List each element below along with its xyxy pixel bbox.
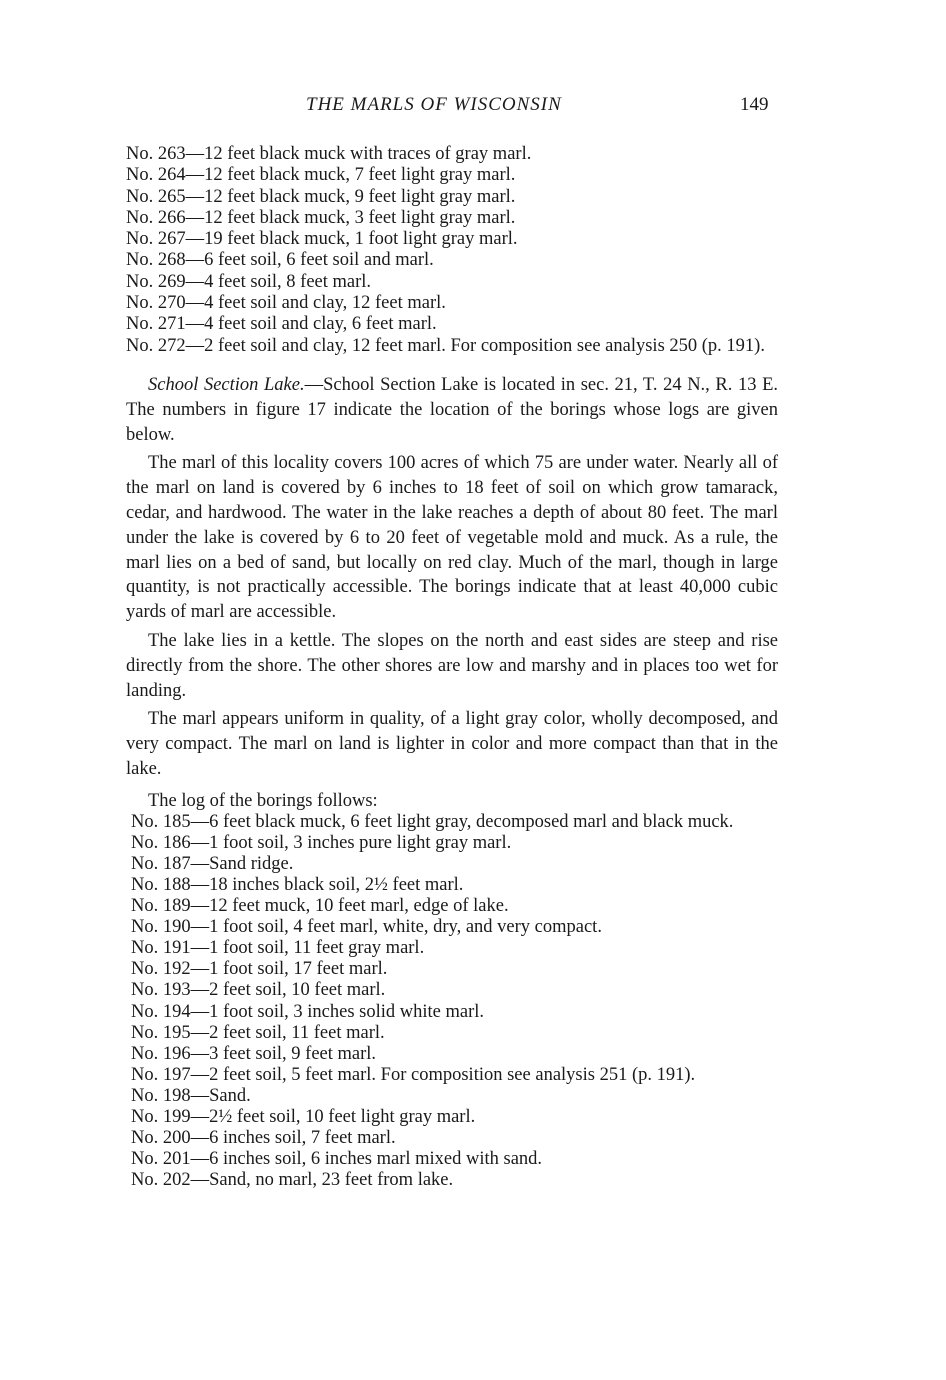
list-item: No. 201—6 inches soil, 6 inches marl mixed with sand. — [131, 1149, 543, 1170]
list-item: No. 194—1 foot soil, 3 inches solid white marl. — [131, 1001, 485, 1022]
list-item: No. 187—Sand ridge. — [131, 853, 294, 874]
list-item: No. 271—4 feet soil and clay, 6 feet marl. — [126, 314, 437, 335]
list-item: No. 185—6 feet black muck, 6 feet light gray, decomposed marl and black muck. — [131, 811, 734, 832]
list-item: No. 270—4 feet soil and clay, 12 feet marl. — [126, 293, 446, 314]
section-intro-text: —School Section Lake is located in sec. 21, T. 24 N., R. 13 E. The numbers in figure 17 indicate the location of the borings whose logs are given below. — [126, 374, 778, 445]
list-item: No. 188—18 inches black soil, 2½ feet marl. — [131, 875, 464, 895]
list-item: No. 272—2 feet soil and clay, 12 feet marl. For composition see analysis 250 (p. 191). — [126, 335, 765, 356]
boring-log-list-bottom — [131, 812, 778, 1192]
list-item: No. 197—2 feet soil, 5 feet marl. For composition see analysis 251 (p. 191). — [131, 1064, 696, 1085]
body-paragraph: The lake lies in a kettle. The slopes on the north and east sides are steep and rise directly from the shore. The other shores are low and marshy and in places too wet for landing. — [126, 630, 778, 701]
body-paragraph: The marl appears uniform in quality, of a light gray color, wholly decomposed, and very compact. The marl on land is lighter in color and more compact than that in the lake. — [126, 709, 778, 779]
list-item: No. 268—6 feet soil, 6 feet soil and marl. — [126, 250, 434, 271]
list-item: No. 202—Sand, no marl, 23 feet from lake. — [131, 1170, 454, 1191]
list-item: No. 191—1 foot soil, 11 feet gray marl. — [131, 938, 425, 959]
log-intro: The log of the borings follows: — [148, 790, 378, 811]
body-paragraph: The marl of this locality covers 100 acres of which 75 are under water. Nearly all of the marl on land is covered by 6 inches to 18 feet of soil on which grow tamarack, cedar, and hardwood. The water in the lake reaches a depth of about 80 feet. The marl under the lake is covered by 6 to 20 feet of vegetable mold and muck. As a rule, the marl lies on a bed of sand, but locally on red clay. Much of the marl, though in large quantity, is not practically accessible. The borings indicate that at least 40,000 cubic yards of marl are accessible. — [126, 453, 778, 623]
section-heading: School Section Lake. — [148, 374, 305, 395]
list-item: No. 195—2 feet soil, 11 feet marl. — [131, 1022, 385, 1043]
list-item: No. 264—12 feet black muck, 7 feet light gray marl. — [126, 165, 516, 186]
list-item: No. 199—2½ feet soil, 10 feet light gray marl. — [131, 1107, 476, 1128]
list-item: No. 192—1 foot soil, 17 feet marl. — [131, 959, 388, 980]
running-title: THE MARLS OF WISCONSIN — [306, 94, 562, 115]
list-item: No. 193—2 feet soil, 10 feet marl. — [131, 980, 386, 1001]
page-number: 149 — [740, 94, 769, 115]
list-item: No. 267—19 feet black muck, 1 foot light gray marl. — [126, 229, 518, 250]
list-item: No. 266—12 feet black muck, 3 feet light gray marl. — [126, 207, 516, 228]
body-text — [126, 144, 778, 1191]
list-item: No. 265—12 feet black muck, 9 feet light gray marl. — [126, 186, 516, 207]
list-item: No. 196—3 feet soil, 9 feet marl. — [131, 1043, 377, 1064]
list-item: No. 200—6 inches soil, 7 feet marl. — [131, 1128, 396, 1149]
list-item: No. 186—1 foot soil, 3 inches pure light gray marl. — [131, 832, 512, 853]
section-intro-paragraph — [126, 373, 778, 447]
list-item: No. 263—12 feet black muck with traces of gray marl. — [126, 144, 532, 164]
list-item: No. 198—Sand. — [131, 1085, 251, 1106]
list-item: No. 189—12 feet muck, 10 feet marl, edge of lake. — [131, 896, 509, 917]
boring-log-list-top — [126, 144, 778, 357]
list-item: No. 190—1 foot soil, 4 feet marl, white, dry, and very compact. — [131, 917, 602, 938]
page-header — [0, 94, 946, 122]
list-item: No. 269—4 feet soil, 8 feet marl. — [126, 271, 372, 292]
